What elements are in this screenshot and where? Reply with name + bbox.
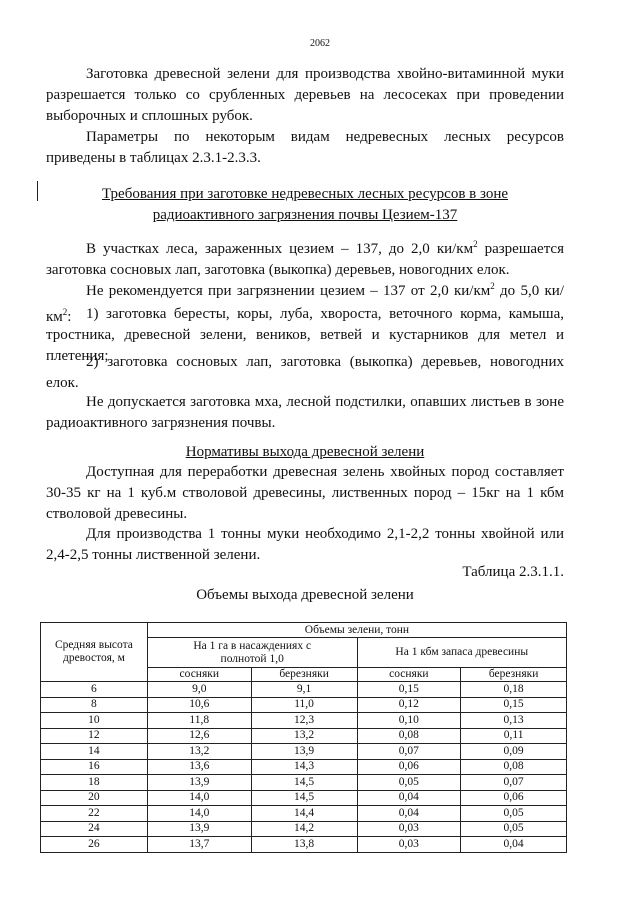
section1-p2-sup-1: 2 [490,281,495,291]
table-cell: 13,9 [147,775,251,791]
table-cell: 14,0 [147,790,251,806]
section1-paragraph-1 [46,234,564,281]
section2-title-text: Нормативы выхода древесной зелени [185,444,425,460]
header-birch-m3: березняки [461,668,567,682]
table-cell: 0,05 [461,821,567,837]
table-cell: 0,07 [461,775,567,791]
table-cell: 11,8 [147,713,251,729]
table-cell: 20 [41,790,148,806]
section2-paragraph-2: Для производства 1 тонны муки необходимо 2,1-2,2 тонны хвойной или 2,4-2,5 тонны лиственной зелени. [46,526,564,563]
table-cell: 0,12 [357,697,461,713]
table-cell: 9,1 [251,682,357,698]
table-row [41,821,567,837]
section1-p1-sup: 2 [473,239,478,249]
table-cell: 14,3 [251,759,357,775]
table-cell: 0,03 [357,837,461,853]
table-cell: 12,6 [147,728,251,744]
table-cell: 0,18 [461,682,567,698]
table-cell: 24 [41,821,148,837]
section1-title-line1: Требования при заготовке недревесных лесных ресурсов в зоне [101,186,509,202]
table-cell: 18 [41,775,148,791]
table-cell: 0,05 [461,806,567,822]
table-cell: 0,04 [357,806,461,822]
table-cell: 0,05 [357,775,461,791]
section2-title [46,442,564,463]
section1-paragraph-3: Не допускается заготовка мха, лесной подстилки, опавших листьев в зоне радиоактивного загрязнения почвы. [46,394,564,431]
table-cell: 16 [41,759,148,775]
table-cell: 0,04 [461,837,567,853]
table-cell: 10 [41,713,148,729]
table-cell: 14,5 [251,790,357,806]
section1-p2-text-a: Не рекомендуется при загрязнении цезием – 137 от 2,0 ки/км [86,283,491,299]
table-cell: 6 [41,682,148,698]
table-cell: 13,9 [251,744,357,760]
header-per-m3: На 1 кбм запаса древесины [357,638,566,668]
table-cell: 0,10 [357,713,461,729]
table-body [41,682,567,853]
section1-p2-text-b: до 5,0 ки/км [46,283,564,325]
table-cell: 0,08 [461,759,567,775]
section1-p2-text-c: : [67,309,72,325]
table-row [41,744,567,760]
table-cell: 0,06 [357,759,461,775]
table-cell: 13,8 [251,837,357,853]
table-cell: 0,03 [357,821,461,837]
table-cell: 14,2 [251,821,357,837]
header-pine-ha: сосняки [147,668,251,682]
table-cell: 13,9 [147,821,251,837]
table-cell: 0,15 [461,697,567,713]
table-cell: 26 [41,837,148,853]
table-cell: 14 [41,744,148,760]
table-row [41,728,567,744]
table-cell: 0,11 [461,728,567,744]
header-pine-m3: сосняки [357,668,461,682]
header-birch-ha: березняки [251,668,357,682]
text-cursor-marker [37,181,38,201]
table-caption: Таблица 2.3.1.1. [462,564,564,580]
section1-item-1: 1) заготовка бересты, коры, луба, хвороста, веточного корма, камыша, тростника, древесной зелени, веников, ветвей и кустарников для метел и плетения; [46,306,564,364]
table-cell: 13,7 [147,837,251,853]
header-height: Средняя высота древостоя, м [41,623,148,682]
table-cell: 0,15 [357,682,461,698]
table-cell: 12 [41,728,148,744]
section1-p1-text-b: разрешается заготовка сосновых лап, заготовка (выкопка) деревьев, новогодних елок. [46,241,564,278]
table-cell: 0,07 [357,744,461,760]
table-row [41,775,567,791]
table-cell: 14,0 [147,806,251,822]
table-cell: 11,0 [251,697,357,713]
table-cell: 12,3 [251,713,357,729]
table-cell: 13,6 [147,759,251,775]
table-row [41,790,567,806]
table-row [41,713,567,729]
section1-title [46,184,564,226]
table-cell: 0,13 [461,713,567,729]
table-cell: 8 [41,697,148,713]
table-cell: 10,6 [147,697,251,713]
section1-title-line2: радиоактивного загрязнения почвы Цезием-137 [152,207,458,223]
table-cell: 0,04 [357,790,461,806]
section1-p1-text-a: В участках леса, зараженных цезием – 137, до 2,0 ки/км [86,241,474,257]
table-cell: 9,0 [147,682,251,698]
intro-paragraph-2: Параметры по некоторым видам недревесных лесных ресурсов приведены в таблицах 2.3.1-2.3.3. [46,129,564,166]
table-cell: 0,09 [461,744,567,760]
green-mass-table [40,622,567,853]
section2-paragraph-1: Доступная для переработки древесная зелень хвойных пород составляет 30-35 кг на 1 куб.м стволовой древесины, лиственных пород – 15кг на 1 кбм стволовой древесины. [46,464,564,522]
table-cell: 0,08 [357,728,461,744]
table-cell: 14,4 [251,806,357,822]
table-row [41,837,567,853]
table-row [41,697,567,713]
table-cell: 13,2 [147,744,251,760]
intro-paragraph-1: Заготовка древесной зелени для производства хвойно-витаминной муки разрешается только со срубленных деревьев на лесосеках при проведении выборочных и сплошных рубок. [46,66,564,124]
table-row [41,682,567,698]
table-cell: 14,5 [251,775,357,791]
section1-item-2: 2) заготовка сосновых лап, заготовка (выкопка) деревьев, новогодних елок. [46,354,564,391]
table-cell: 0,06 [461,790,567,806]
page-number: 2062 [310,38,330,49]
table-row [41,759,567,775]
table-cell: 13,2 [251,728,357,744]
section1-p2-sup-2: 2 [62,307,68,317]
table-title: Объемы выхода древесной зелени [196,587,414,603]
table-row [41,806,567,822]
table-cell: 22 [41,806,148,822]
header-volumes: Объемы зелени, тонн [147,623,566,638]
header-per-ha: На 1 га в насаждениях с полнотой 1,0 [147,638,357,668]
